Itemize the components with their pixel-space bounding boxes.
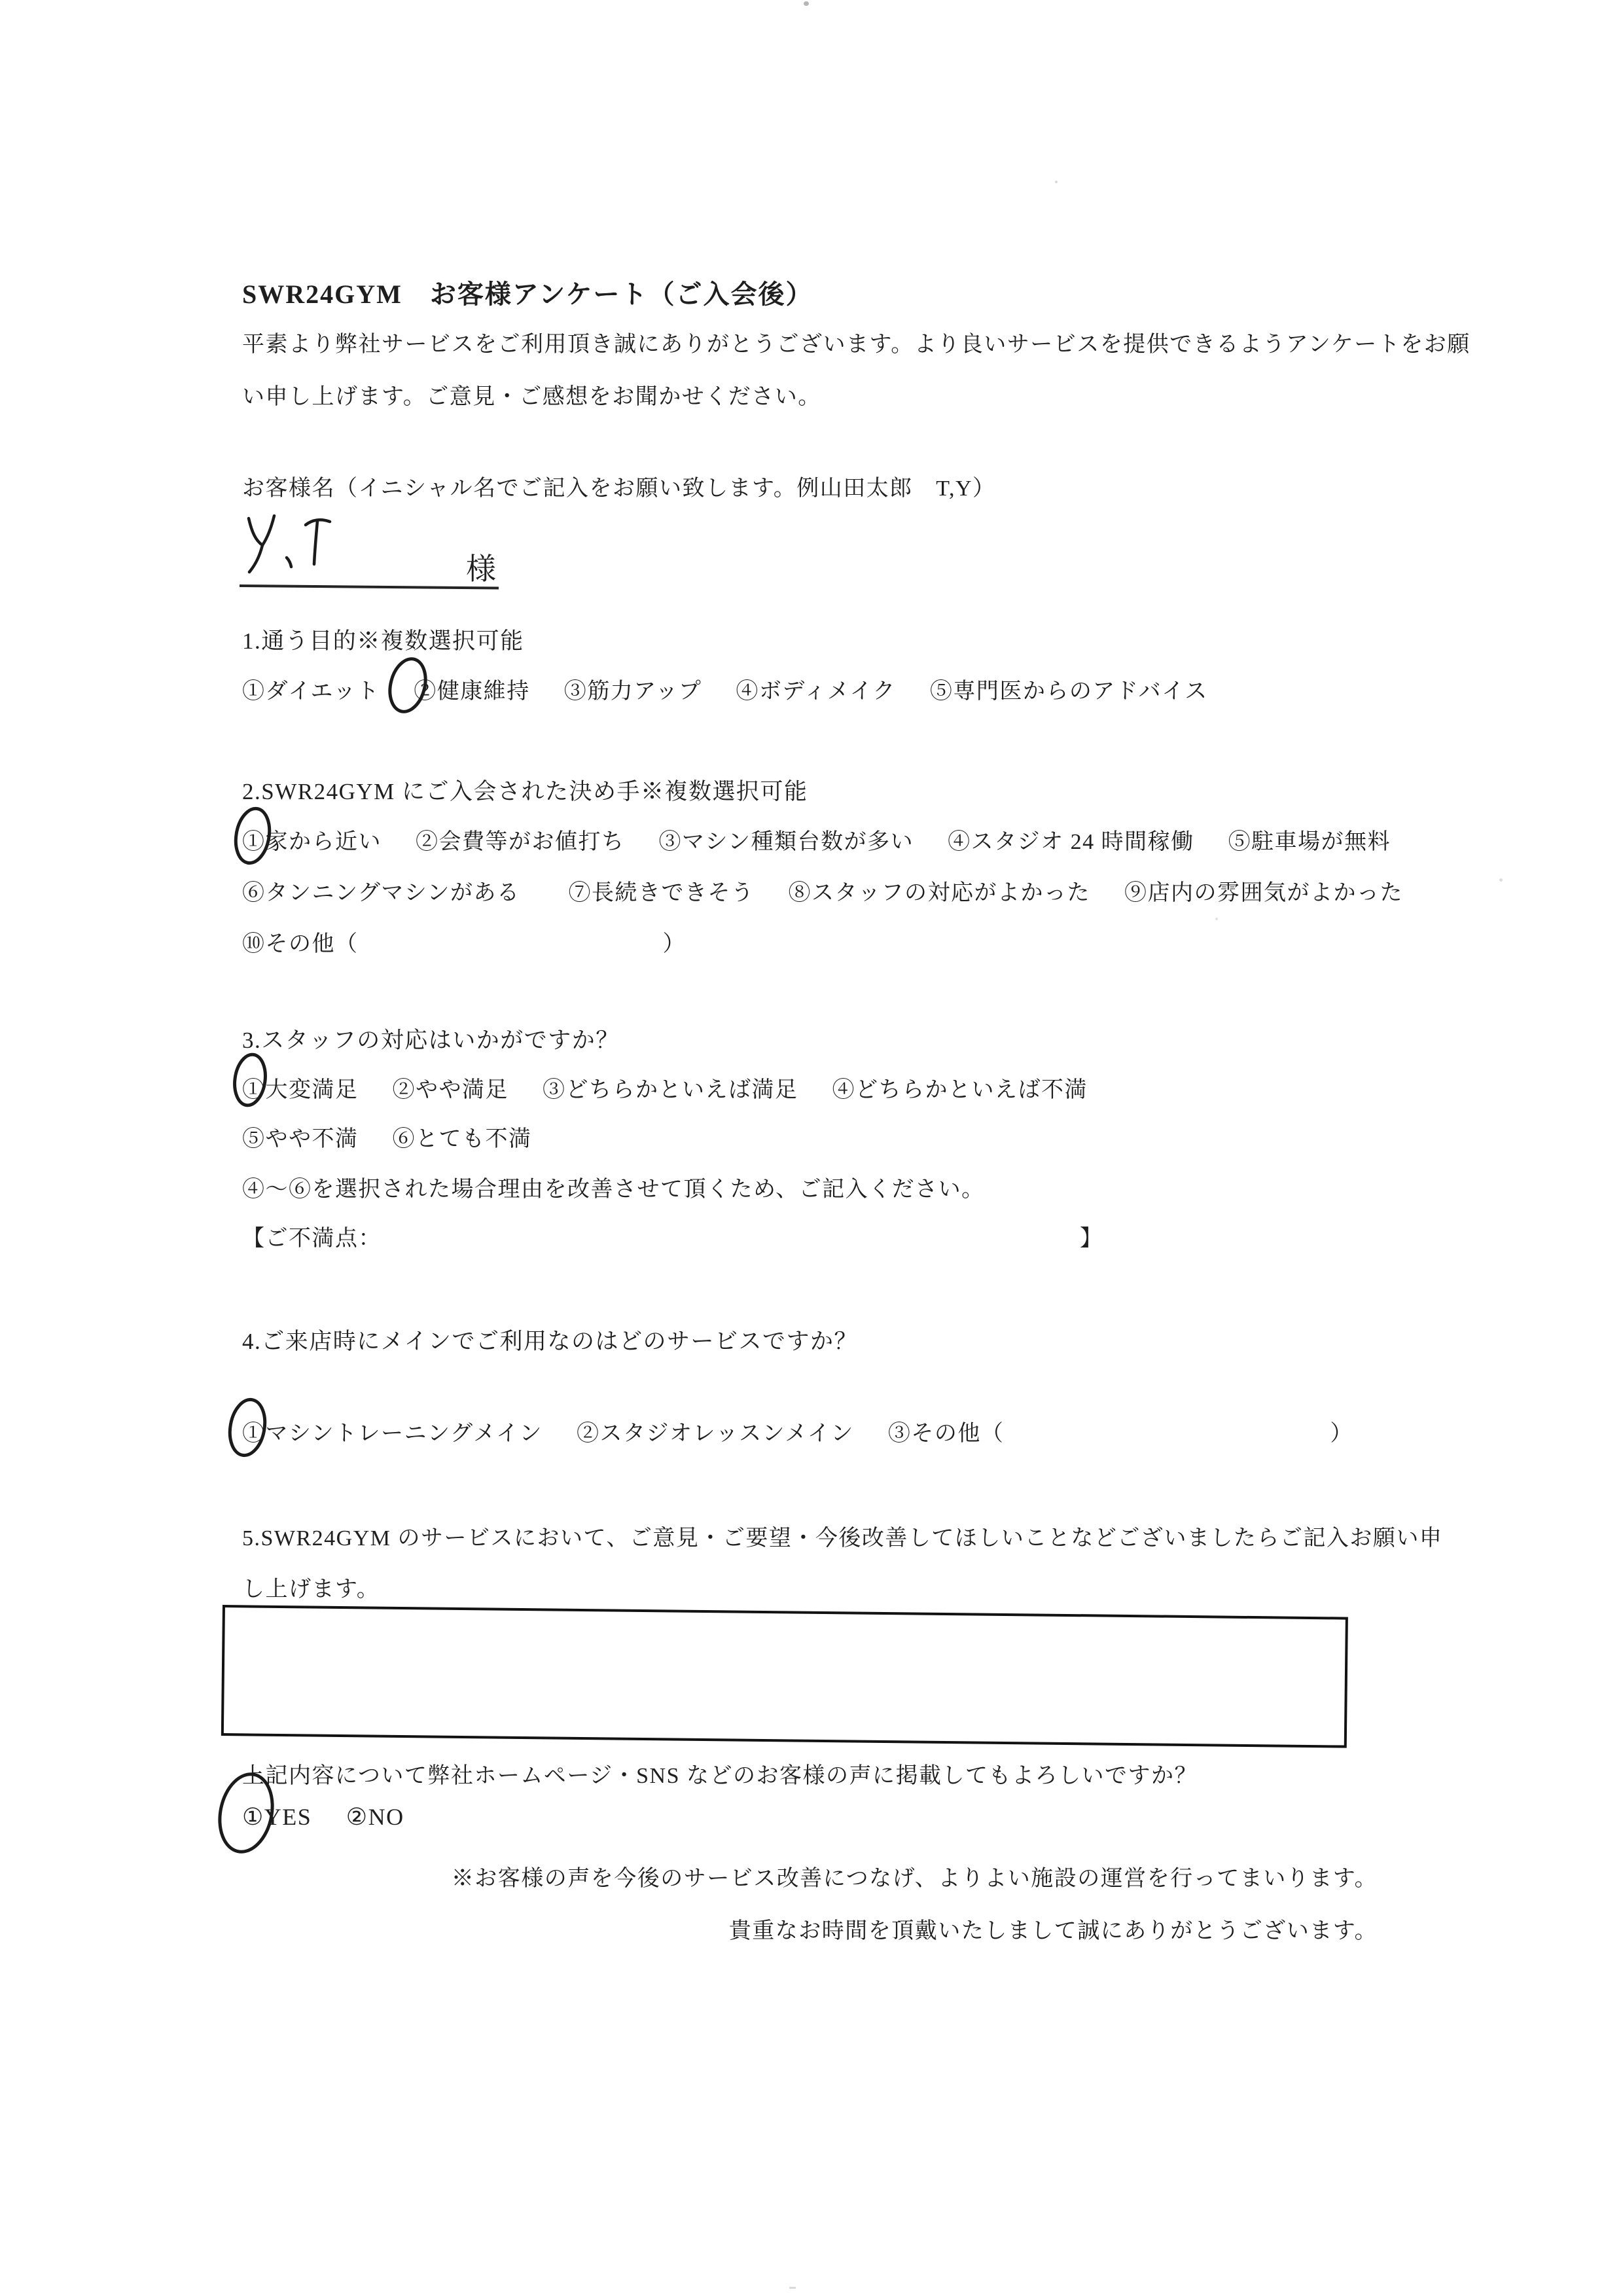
q3-option-very-satisfied: ①大変満足: [242, 1078, 359, 1102]
publish-option-yes: ①YES: [242, 1804, 312, 1830]
scan-speck: [804, 1, 809, 6]
footer-note1: ※お客様の声を今後のサービス改善につなげ、よりよい施設の運営を行ってまいります。: [451, 1867, 1378, 1891]
q2-option-good-price: ②会費等がお値打ち: [416, 830, 625, 854]
publish-option-no: ②NO: [346, 1804, 404, 1830]
q4-other-close-paren: ）: [1330, 1422, 1353, 1446]
q2-option-continue: ⑦長続きできそう: [568, 881, 755, 905]
q1-title: 1.通う目的※複数選択可能: [242, 628, 524, 654]
scan-speck: [1499, 878, 1503, 882]
customer-name-label: お客様名（イニシャル名でご記入をお願い致します。例山田太郎 T,Y）: [242, 476, 996, 501]
q2-option-atmosphere: ⑨店内の雰囲気がよかった: [1124, 881, 1403, 905]
q2-option-tanning: ⑥タンニングマシンがある: [242, 881, 520, 905]
q3-option-rather-dissatisfied: ④どちらかといえば不満: [832, 1078, 1088, 1102]
q5-title-line1: 5.SWR24GYM のサービスにおいて、ご意見・ご要望・今後改善してほしいことなどございましたらご記入お願い申: [242, 1526, 1443, 1551]
q2-options-row1: [242, 823, 1391, 855]
handwritten-circle-publish-selection: [209, 1765, 287, 1864]
q1-option-muscle: ③筋力アップ: [563, 679, 702, 704]
handwritten-initials: [243, 514, 342, 585]
intro-text-line2: い申し上げます。ご意見・ご感想をお聞かせください。: [242, 385, 821, 409]
scan-speck: [1215, 918, 1218, 920]
q3-option-somewhat-satisfied: ②やや満足: [392, 1078, 508, 1102]
q4-title: 4.ご来店時にメインでご利用なのはどのサービスですか？: [242, 1329, 859, 1354]
q2-option-free-parking: ⑤駐車場が無料: [1228, 830, 1391, 854]
q2-option-other: [242, 925, 686, 958]
q3-option-somewhat-dissatisfied: ⑤やや不満: [242, 1127, 359, 1151]
name-underline: [240, 584, 499, 589]
q5-comment-box: [221, 1605, 1348, 1748]
q4-option-other: ③その他（: [887, 1422, 1005, 1446]
q4-option-studio-lesson: ②スタジオレッスンメイン: [576, 1422, 854, 1446]
q3-complaint-close-bracket: 】: [1080, 1227, 1103, 1251]
q1-option-diet: ①ダイエット: [242, 679, 380, 704]
q2-options-row2: [242, 874, 1403, 906]
q3-options-row1: [242, 1071, 1088, 1103]
q2-title: 2.SWR24GYM にご入会された決め手※複数選択可能: [242, 779, 808, 804]
publish-question: 上記内容について弊社ホームページ・SNS などのお客様の声に掲載してもよろしいですか？: [242, 1764, 1198, 1788]
q3-option-rather-satisfied: ③どちらかといえば満足: [543, 1078, 798, 1102]
q3-reason-note: ④～⑥を選択された場合理由を改善させて頂くため、ご記入ください。: [242, 1177, 985, 1202]
intro-text-line1: 平素より弊社サービスをご利用頂き誠にありがとうございます。より良いサービスを提供できるようアンケートをお願: [242, 332, 1471, 357]
scan-speck: [1055, 181, 1058, 183]
handwritten-circle-q2-selection: [228, 801, 281, 873]
q2-option-staff: ⑧スタッフの対応がよかった: [788, 881, 1090, 905]
handwritten-circle-q1-selection: [383, 652, 437, 720]
q2-other-close-paren: ）: [662, 932, 686, 956]
q2-option-near-home: ①家から近い: [242, 830, 382, 854]
q2-option-many-machines: ③マシン種類台数が多い: [658, 830, 914, 854]
q3-title: 3.スタッフの対応はいかがですか？: [242, 1028, 620, 1053]
page-title: SWR24GYM お客様アンケート（ご入会後）: [242, 279, 813, 309]
honorific-label: 様: [466, 552, 496, 586]
q3-options-row2: [242, 1121, 532, 1153]
q5-title-line2: し上げます。: [242, 1577, 380, 1602]
footer-note2: 貴重なお時間を頂戴いたしまして誠にありがとうございます。: [728, 1919, 1378, 1943]
scan-speck: [789, 2287, 796, 2289]
q2-option-studio-24h: ④スタジオ 24 時間稼働: [948, 830, 1194, 854]
q3-complaint-label: 【ご不満点：: [242, 1227, 382, 1251]
q1-option-doctor: ⑤専門医からのアドバイス: [929, 679, 1208, 704]
q2-other-label: ⑩その他（: [242, 932, 359, 956]
handwritten-circle-q4-selection: [221, 1391, 276, 1466]
q1-option-bodymake: ④ボディメイク: [736, 679, 896, 704]
handwritten-circle-q3-selection: [226, 1047, 276, 1114]
q4-options: [242, 1415, 1353, 1447]
q1-option-health: ②健康維持: [414, 679, 530, 704]
q4-option-machine-training: ①マシントレーニングメイン: [242, 1422, 543, 1446]
q3-option-very-dissatisfied: ⑥とても不満: [392, 1127, 532, 1151]
